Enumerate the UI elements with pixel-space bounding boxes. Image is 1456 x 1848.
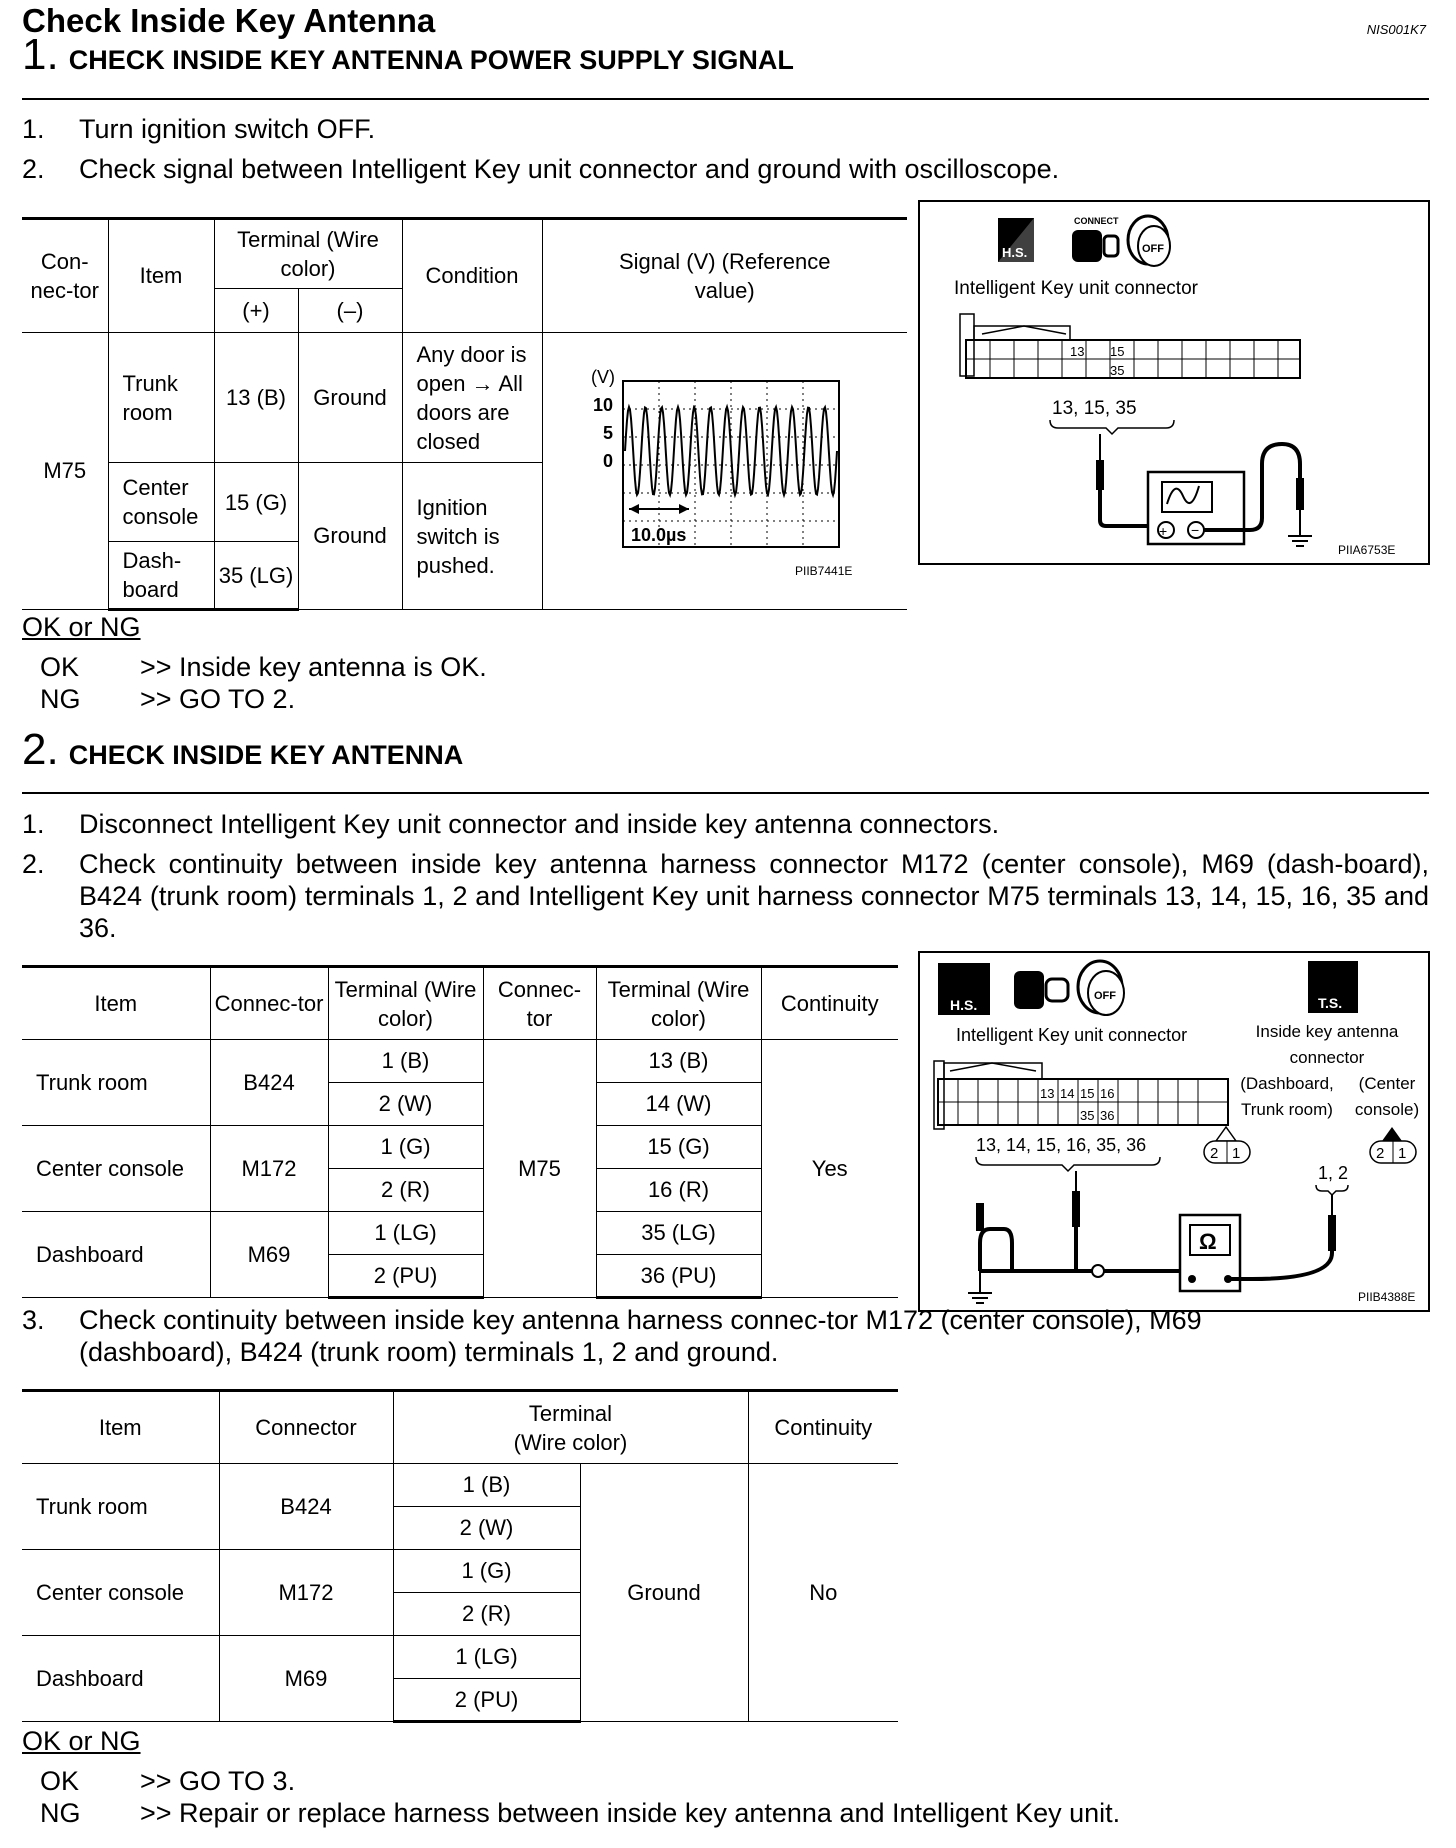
cell-terminal: 1 (G) <box>393 1550 580 1593</box>
section-2-rule <box>22 792 1429 794</box>
ohmmeter <box>968 1171 1336 1303</box>
th-connector: Connec-tor <box>210 967 328 1040</box>
page-title: Check Inside Key Antenna <box>22 2 436 39</box>
th-connector-2: Connec-tor <box>483 967 596 1040</box>
cell-terminal: 2 (R) <box>328 1169 483 1212</box>
s1-result-ng-text: >> GO TO 2. <box>140 684 296 714</box>
figure-1-code: PIIA6753E <box>1338 543 1396 557</box>
pin-cell-36: 36 <box>1100 1108 1115 1123</box>
pin-cell-15: 15 <box>1080 1086 1095 1101</box>
s2-result-ok <box>40 1766 295 1797</box>
s2-result-ok-key: OK <box>40 1766 80 1796</box>
cell-terminal-2: 35 (LG) <box>596 1212 761 1255</box>
th-terminal-2: Terminal (Wire color) <box>596 967 761 1040</box>
cell-item: Dash-board <box>108 542 214 610</box>
cell-connector: B424 <box>210 1040 328 1126</box>
s1-step-2 <box>22 153 1432 185</box>
unit-pins-brace <box>976 1157 1160 1171</box>
s2-result-ng-key: NG <box>40 1798 81 1828</box>
cell-terminal: 1 (B) <box>328 1040 483 1083</box>
th-terminal: Terminal (Wire color) <box>214 219 402 289</box>
s2-step-1-text: Disconnect Intelligent Key unit connector and inside key antenna connectors. <box>79 809 1000 839</box>
connector-icon <box>1014 971 1068 1009</box>
pin-cell-14: 14 <box>1060 1086 1075 1101</box>
cell-terminal: 2 (R) <box>393 1593 580 1636</box>
th-item: Item <box>108 219 214 333</box>
figure-unit-connector-signal <box>918 200 1430 565</box>
s2-step-2-text: Check continuity between inside key antenna harness connector M172 (center console), M69 (dash-board), B424 (trunk room) terminals 1, 2 and Intelligent Key unit harness connector M75 terminals 13, 14, 15, 16, 35 and 36. <box>79 849 1429 943</box>
unit-connector-face <box>960 314 1300 378</box>
s1-step-2-number: 2. <box>22 154 45 184</box>
conn-a-pin-1: 1 <box>1232 1145 1241 1162</box>
scope-unit: (V) <box>590 367 615 387</box>
cell-connector: B424 <box>219 1464 393 1550</box>
cell-item: Center console <box>22 1550 219 1636</box>
s2-step-2 <box>22 848 1432 944</box>
cell-connector: M172 <box>219 1550 393 1636</box>
cell-terminal: 1 (G) <box>328 1126 483 1169</box>
cell-terminal: 2 (W) <box>328 1083 483 1126</box>
connect-icon <box>1072 230 1118 262</box>
figure-2-code: PIIB4388E <box>1358 1290 1416 1304</box>
cell-connector-m75: M75 <box>483 1040 596 1298</box>
continuity-table-ground <box>22 1389 898 1723</box>
connect-icon-label: CONNECT <box>1074 216 1119 226</box>
s1-result-ng-key: NG <box>40 684 81 714</box>
svg-text:H.S.: H.S. <box>1002 245 1028 260</box>
pin-cell-16: 16 <box>1100 1086 1115 1101</box>
section-1-title: CHECK INSIDE KEY ANTENNA POWER SUPPLY SIGNAL <box>68 45 794 75</box>
s1-result-ng <box>40 684 295 715</box>
hs-icon <box>998 218 1034 262</box>
th-plus: (+) <box>214 289 298 333</box>
section-1-number: 1. <box>22 30 59 79</box>
oscilloscope-waveform-figure <box>545 333 905 603</box>
document-id: NIS001K7 <box>1366 22 1426 37</box>
s2-step-3-text: Check continuity between inside key antenna harness connec-tor M172 (center console), M69 (dashboard), B424 (trunk room) terminals 1, 2 and ground. <box>79 1305 1202 1367</box>
cell-item: Trunk room <box>108 333 214 463</box>
pin-13-label: 13 <box>1070 344 1085 359</box>
s1-step-2-text: Check signal between Intelligent Key unit connector and ground with oscilloscope. <box>79 154 1060 184</box>
antenna-connector-label: Inside key antenna connector <box>1255 1022 1399 1067</box>
ignition-off-icon <box>1078 961 1124 1015</box>
antenna-continuity-diagram <box>920 953 1428 1310</box>
svg-text:T.S.: T.S. <box>1318 995 1343 1011</box>
s1-step-1 <box>22 113 1432 145</box>
cell-item: Trunk room <box>22 1464 219 1550</box>
conn-a-pin-2: 2 <box>1210 1145 1219 1162</box>
s1-ok-or-ng: OK or NG <box>22 612 141 642</box>
s2-step-1 <box>22 808 1432 840</box>
center-console-label: (Center console) <box>1354 1074 1420 1119</box>
conn-b-pin-2: 2 <box>1376 1145 1385 1162</box>
s2-result-ok-text: >> GO TO 3. <box>140 1766 296 1796</box>
svg-text:H.S.: H.S. <box>950 997 978 1013</box>
ts-icon <box>1308 961 1358 1013</box>
cell-terminal-2: 13 (B) <box>596 1040 761 1083</box>
svg-text:OFF: OFF <box>1094 990 1116 1002</box>
cell-item: Center console <box>108 463 214 542</box>
cell-minus: Ground <box>298 463 402 610</box>
scope-y10: 10 <box>592 395 613 415</box>
cell-minus: Ground <box>298 333 402 463</box>
cell-terminal: 2 (PU) <box>328 1255 483 1298</box>
cell-terminal: 15 (G) <box>214 463 298 542</box>
th-item: Item <box>22 967 210 1040</box>
section-2-number: 2. <box>22 725 59 774</box>
cell-item: Dashboard <box>22 1636 219 1722</box>
conn-b-pin-1: 1 <box>1398 1145 1407 1162</box>
s2-step-3 <box>22 1304 1272 1368</box>
cell-terminal: 1 (LG) <box>328 1212 483 1255</box>
unit-connector-label: Intelligent Key unit connector <box>956 1025 1188 1045</box>
cell-connector-m75: M75 <box>22 333 108 610</box>
continuity-table-unit <box>22 965 898 1299</box>
cell-condition: Any door is open → All doors are closed <box>402 333 542 463</box>
cell-terminal: 13 (B) <box>214 333 298 463</box>
th-terminal: Terminal (Wire color) <box>328 967 483 1040</box>
cell-item: Dashboard <box>22 1212 210 1298</box>
pins-brace <box>1050 420 1174 434</box>
s2-result-ng-text: >> Repair or replace harness between inside key antenna and Intelligent Key unit. <box>140 1798 1121 1828</box>
th-minus: (–) <box>298 289 402 333</box>
cell-connector: M69 <box>210 1212 328 1298</box>
cell-terminal-2: 15 (G) <box>596 1126 761 1169</box>
cell-terminal: 35 (LG) <box>214 542 298 610</box>
cell-condition: Ignition switch is pushed. <box>402 463 542 610</box>
antenna-pins-brace <box>1316 1185 1348 1195</box>
th-terminal: Terminal (Wire color) <box>393 1391 748 1464</box>
section-1-rule <box>22 98 1429 100</box>
cell-oscilloscope <box>542 333 907 610</box>
section-1-heading <box>22 30 794 80</box>
svg-text:OFF: OFF <box>1142 243 1164 255</box>
unit-connector-label: Intelligent Key unit connector <box>954 278 1198 299</box>
cell-terminal-2: 16 (R) <box>596 1169 761 1212</box>
svg-text:+: + <box>1159 523 1168 539</box>
cell-terminal-2: 36 (PU) <box>596 1255 761 1298</box>
section-2-title: CHECK INSIDE KEY ANTENNA <box>68 740 464 770</box>
svg-text:−: − <box>1191 522 1200 538</box>
hs-icon <box>938 963 990 1015</box>
cell-terminal: 1 (B) <box>393 1464 580 1507</box>
s1-step-1-text: Turn ignition switch OFF. <box>79 114 376 144</box>
unit-pins-label: 13, 14, 15, 16, 35, 36 <box>976 1135 1147 1155</box>
cell-terminal: 2 (W) <box>393 1507 580 1550</box>
cell-continuity: Yes <box>761 1040 898 1298</box>
section-2-heading <box>22 725 463 775</box>
ohm-symbol: Ω <box>1199 1229 1217 1254</box>
s2-step-3-number: 3. <box>22 1305 45 1335</box>
th-item: Item <box>22 1391 219 1464</box>
figure-antenna-continuity <box>918 951 1430 1312</box>
cell-item: Center console <box>22 1126 210 1212</box>
cell-connector: M172 <box>210 1126 328 1212</box>
th-signal: Signal (V) (Reference value) <box>542 219 907 333</box>
s2-result-ng <box>40 1798 1120 1829</box>
s2-ok-or-ng: OK or NG <box>22 1726 141 1756</box>
s1-result-ok <box>40 652 487 683</box>
scope-waveform <box>625 407 837 495</box>
cell-item: Trunk room <box>22 1040 210 1126</box>
scope-time: 10.0µs <box>630 525 687 545</box>
th-continuity: Continuity <box>748 1391 898 1464</box>
cell-continuity: No <box>748 1464 898 1722</box>
th-connector: Connector <box>219 1391 393 1464</box>
cell-ground: Ground <box>580 1464 748 1722</box>
ignition-off-icon <box>1128 216 1170 266</box>
cell-terminal: 2 (PU) <box>393 1679 580 1722</box>
s1-result-ok-text: >> Inside key antenna is OK. <box>140 652 487 682</box>
pin-cell-13: 13 <box>1040 1086 1055 1101</box>
signal-table <box>22 217 907 611</box>
connector-signal-diagram <box>920 202 1428 563</box>
s2-step-1-number: 1. <box>22 809 45 839</box>
cell-terminal-2: 14 (W) <box>596 1083 761 1126</box>
s1-step-1-number: 1. <box>22 114 45 144</box>
s1-result-ok-key: OK <box>40 652 80 682</box>
probe-pins-label: 13, 15, 35 <box>1052 398 1137 419</box>
th-connector: Con-nec-tor <box>22 219 108 333</box>
th-continuity: Continuity <box>761 967 898 1040</box>
cell-terminal: 1 (LG) <box>393 1636 580 1679</box>
pin-15-label: 15 <box>1110 344 1125 359</box>
s2-step-2-number: 2. <box>22 849 45 879</box>
th-condition: Condition <box>402 219 542 333</box>
scope-y0: 0 <box>602 451 613 471</box>
antenna-pins-label: 1, 2 <box>1318 1163 1349 1183</box>
pin-cell-35: 35 <box>1080 1108 1095 1123</box>
pin-35-label: 35 <box>1110 363 1125 378</box>
scope-y5: 5 <box>602 423 613 443</box>
oscilloscope-meter <box>1096 434 1312 546</box>
cell-connector: M69 <box>219 1636 393 1722</box>
dash-trunk-label: (Dashboard, Trunk room) <box>1240 1074 1334 1119</box>
scope-code: PIIB7441E <box>794 564 853 578</box>
